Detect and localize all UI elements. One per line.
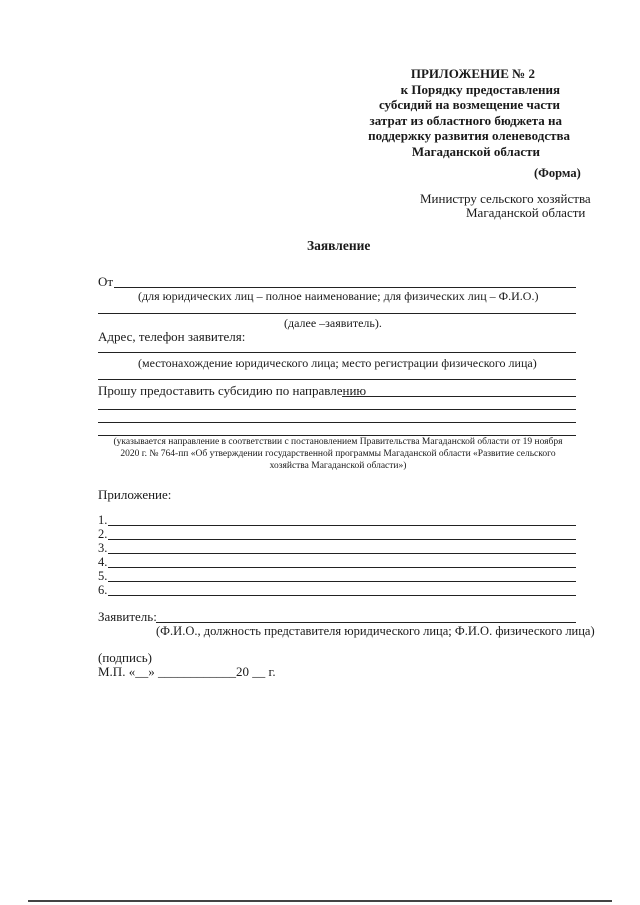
address-field-line[interactable] bbox=[98, 352, 576, 353]
attachment-line-2[interactable] bbox=[108, 539, 576, 540]
request-note-line-2: 2020 г. № 764-пп «Об утверждении государственной программы Магаданской области «Развитие сельского bbox=[120, 449, 556, 459]
applicant-label: Заявитель: bbox=[98, 609, 157, 624]
request-field-line-2[interactable] bbox=[98, 409, 576, 410]
attachment-line-3[interactable] bbox=[108, 553, 576, 554]
attachment-line-1[interactable] bbox=[108, 525, 576, 526]
page-bottom-edge bbox=[28, 900, 612, 902]
request-field-line-3[interactable] bbox=[98, 422, 576, 423]
attachments-label: Приложение: bbox=[98, 487, 172, 502]
document-title: Заявление bbox=[307, 238, 371, 253]
appendix-line-5: Магаданской области bbox=[411, 143, 540, 159]
request-note-line-3: хозяйства Магаданской области») bbox=[269, 461, 407, 471]
applicant-field-line[interactable] bbox=[156, 622, 576, 623]
request-note-line-1: (указывается направление в соответствии с постановлением Правительства Магаданской области от 19 ноября bbox=[113, 437, 563, 447]
attachment-line-6[interactable] bbox=[108, 595, 576, 596]
request-label: Прошу предоставить субсидию по направлению bbox=[98, 383, 367, 398]
attachment-number-1: 1. bbox=[98, 513, 108, 527]
attachment-number-2: 2. bbox=[98, 527, 108, 541]
addressee-line-2: Магаданской области bbox=[466, 205, 586, 220]
attachment-number-6: 6. bbox=[98, 583, 108, 597]
appendix-line-1: к Порядку предоставления bbox=[400, 81, 560, 97]
stamp-date-line: М.П. «__» ____________20 __ г. bbox=[98, 664, 276, 679]
attachment-line-5[interactable] bbox=[108, 581, 576, 582]
from-hint: (для юридических лиц – полное наименование; для физических лиц – Ф.И.О.) bbox=[138, 289, 539, 303]
address-label: Адрес, телефон заявителя: bbox=[98, 329, 246, 344]
from-field-line[interactable] bbox=[114, 287, 576, 288]
appendix-line-3: затрат из областного бюджета на bbox=[369, 112, 562, 128]
appendix-title: ПРИЛОЖЕНИЕ № 2 bbox=[410, 66, 535, 81]
attachment-number-5: 5. bbox=[98, 569, 108, 583]
from-field-line-2[interactable] bbox=[98, 313, 576, 314]
address-hint: (местонахождение юридического лица; место регистрации физического лица) bbox=[138, 356, 537, 370]
request-field-line-1[interactable] bbox=[342, 396, 576, 397]
request-note bbox=[98, 436, 578, 472]
from-label: От bbox=[98, 274, 114, 289]
addressee-line-1: Министру сельского хозяйства bbox=[420, 191, 591, 206]
appendix-line-4: поддержку развития оленеводства bbox=[368, 128, 570, 143]
attachment-line-4[interactable] bbox=[108, 567, 576, 568]
attachment-number-3: 3. bbox=[98, 541, 108, 555]
address-field-line-2[interactable] bbox=[98, 379, 576, 380]
appendix-line-2: субсидий на возмещение части bbox=[378, 97, 560, 112]
signature-label: (подпись) bbox=[98, 650, 152, 665]
form-label: (Форма) bbox=[534, 166, 581, 180]
appendix-block bbox=[300, 66, 570, 159]
applicant-hint: (Ф.И.О., должность представителя юридического лица; Ф.И.О. физического лица) bbox=[156, 624, 595, 638]
hereinafter-text: (далее –заявитель). bbox=[284, 316, 382, 330]
attachment-number-4: 4. bbox=[98, 555, 108, 569]
